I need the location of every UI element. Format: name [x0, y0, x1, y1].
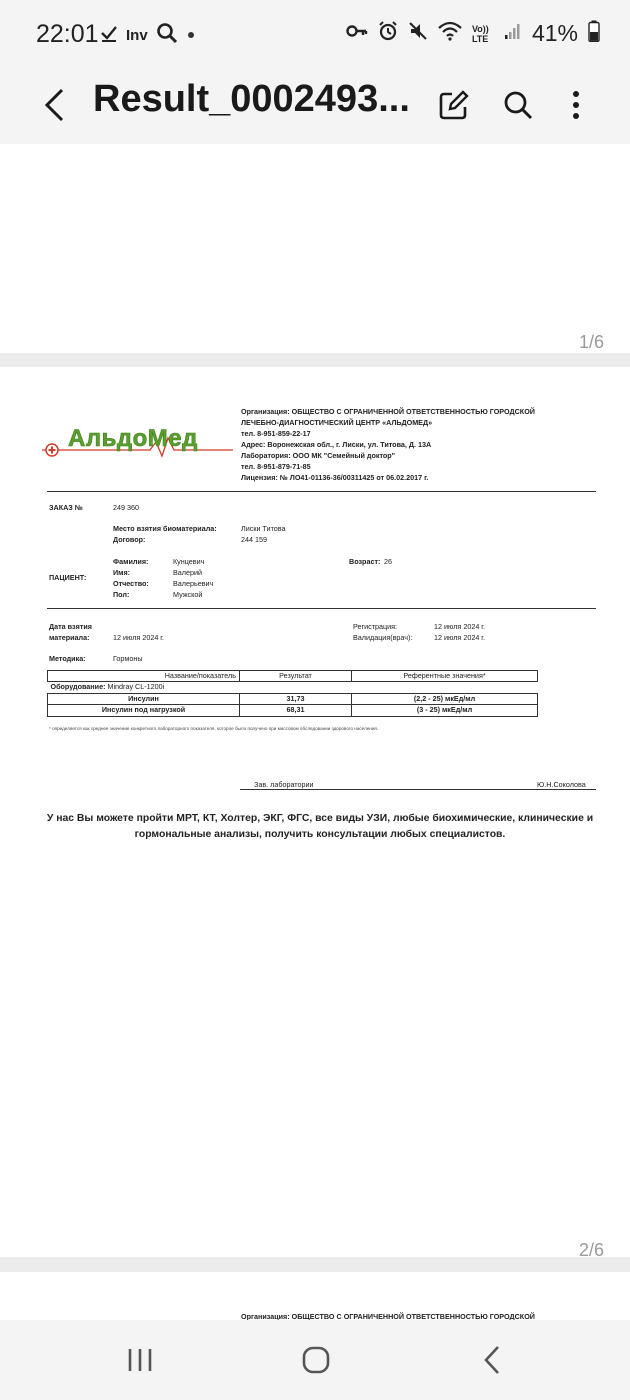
table-row [48, 693, 538, 704]
home-button[interactable] [286, 1338, 346, 1382]
result-reference: (3 - 25) мкЕд/мл [352, 705, 538, 716]
svg-text:АльдоМед: АльдоМед [68, 425, 198, 452]
recent-apps-icon [126, 1347, 154, 1373]
method: Гормоны [113, 654, 143, 663]
sample-date: 12 июля 2024 г. [113, 633, 165, 642]
sample-place-label: Место взятия биоматериала: [113, 524, 217, 533]
age: 26 [384, 557, 392, 566]
validation-label: Валидация(врач): [353, 633, 413, 642]
alarm-icon [378, 21, 398, 46]
result-reference: (2,2 - 25) мкЕд/мл [352, 693, 538, 704]
name: Валерий [173, 568, 203, 577]
patient-label: ПАЦИЕНТ: [49, 573, 87, 582]
sample-date-label-1: Дата взятия [49, 622, 92, 631]
pdf-page-1 [0, 144, 630, 353]
search-notification-icon [156, 22, 178, 49]
edit-button[interactable] [434, 80, 474, 130]
status-notification-icons [100, 22, 196, 49]
search-button[interactable] [498, 80, 538, 130]
lab-phone: тел. 8-951-879-71-85 [241, 462, 311, 471]
method-label: Методика: [49, 654, 86, 663]
contract: 244 159 [241, 535, 267, 544]
search-icon [503, 90, 533, 120]
head-of-lab-label: Зав. лаборатории [254, 780, 314, 789]
edit-icon [438, 89, 470, 121]
signal-icon [504, 22, 522, 45]
volte-label: Vo)) LTE [471, 23, 489, 44]
result-value: 68,31 [240, 705, 352, 716]
equipment-cell [48, 682, 538, 693]
document-title: Result_0002493... [93, 78, 410, 120]
org-phone: тел. 8-951-859-22-17 [241, 429, 311, 438]
home-icon [301, 1345, 331, 1375]
equipment-label: Оборудование: [50, 682, 106, 692]
license: Лицензия: № ЛО41-01136-36/00311425 от 06.02.2017 г. [241, 473, 429, 482]
sex: Мужской [173, 590, 203, 599]
table-header-row [48, 671, 538, 682]
age-label: Возраст: [349, 557, 381, 566]
promo-text [40, 811, 600, 842]
table-row [48, 705, 538, 716]
table-header: Результат [240, 671, 352, 682]
registration-date: 12 июля 2024 г. [434, 622, 486, 631]
table-header: Название/показатель [48, 671, 240, 682]
mute-icon [408, 21, 428, 46]
org-line-1-page3: Организация: ОБЩЕСТВО С ОГРАНИЧЕННОЙ ОТВЕТСТВЕННОСТЬЮ ГОРОДСКОЙ [241, 1312, 535, 1320]
more-options-button[interactable] [556, 80, 596, 130]
more-vert-icon [572, 90, 580, 120]
surname: Кунцевич [173, 557, 205, 566]
status-system-icons [346, 20, 600, 47]
footnote: * определяется как среднее значение конкретного лабораторного показателя, которое было получено при массовом обследовании здорового населения. [49, 726, 379, 731]
chevron-left-icon [482, 1345, 502, 1375]
aldomed-logo [40, 420, 235, 460]
recent-apps-button[interactable] [110, 1338, 170, 1382]
inv-label: Inv [126, 27, 148, 44]
results-table [47, 670, 538, 717]
equipment: Mindray CL-1200i [107, 682, 165, 692]
promo-line-1: У нас Вы можете пройти МРТ, КТ, Холтер, ЭКГ, ФГС, все виды УЗИ, любые биохимические, клинические и [46, 813, 594, 824]
validation-date: 12 июля 2024 г. [434, 633, 486, 642]
vpn-key-icon [346, 23, 368, 44]
app-bar [0, 70, 630, 144]
divider-2 [47, 608, 596, 609]
nav-back-button[interactable] [462, 1338, 522, 1382]
chevron-left-icon [43, 88, 65, 122]
registration-label: Регистрация: [353, 622, 398, 631]
org-line-2: ЛЕЧЕБНО-ДИАГНОСТИЧЕСКИЙ ЦЕНТР «АЛЬДОМЕД» [241, 418, 433, 427]
back-button[interactable] [34, 80, 74, 130]
pdf-page-2 [0, 367, 630, 1260]
lab-name: Лаборатория: ООО МК "Семейный доктор" [241, 451, 396, 460]
divider-1 [47, 491, 596, 492]
head-of-lab-name: Ю.Н.Соколова [537, 780, 586, 789]
status-time: 22:01 [36, 20, 99, 48]
battery-icon [588, 20, 600, 47]
org-address: Адрес: Воронежская обл., г. Лиски, ул. Титова, Д. 13А [241, 440, 432, 449]
wifi-icon [438, 21, 462, 46]
org-line-1: Организация: ОБЩЕСТВО С ОГРАНИЧЕННОЙ ОТВЕТСТВЕННОСТЬЮ ГОРОДСКОЙ [241, 407, 535, 416]
patronymic: Валерьевич [173, 579, 214, 588]
promo-line-2: гормональные анализы, получить консультации любых специалистов. [134, 828, 506, 840]
name-label: Имя: [113, 568, 131, 577]
pdf-page-3 [0, 1272, 630, 1320]
battery-percent: 41% [531, 20, 578, 46]
sample-place: Лиски Титова [241, 524, 286, 533]
document-viewer[interactable] [0, 144, 630, 1320]
sex-label: Пол: [113, 590, 130, 599]
dot-icon [186, 27, 196, 45]
page-number-1: 1/6 [578, 332, 604, 352]
result-name: Инсулин под нагрузкой [48, 705, 240, 716]
surname-label: Фамилия: [113, 557, 149, 566]
equipment-row [48, 682, 538, 693]
status-bar [0, 0, 630, 70]
sample-date-label-2: материала: [49, 633, 90, 642]
patronymic-label: Отчество: [113, 579, 149, 588]
order-label: ЗАКАЗ № [49, 503, 83, 512]
check-icon [100, 24, 118, 47]
contract-label: Договор: [113, 535, 146, 544]
page-number-2: 2/6 [578, 1240, 604, 1260]
result-value: 31,73 [240, 693, 352, 704]
navigation-bar [0, 1320, 630, 1400]
result-name: Инсулин [48, 693, 240, 704]
table-header: Референтные значения* [352, 671, 538, 682]
order-number: 249 360 [113, 503, 139, 512]
